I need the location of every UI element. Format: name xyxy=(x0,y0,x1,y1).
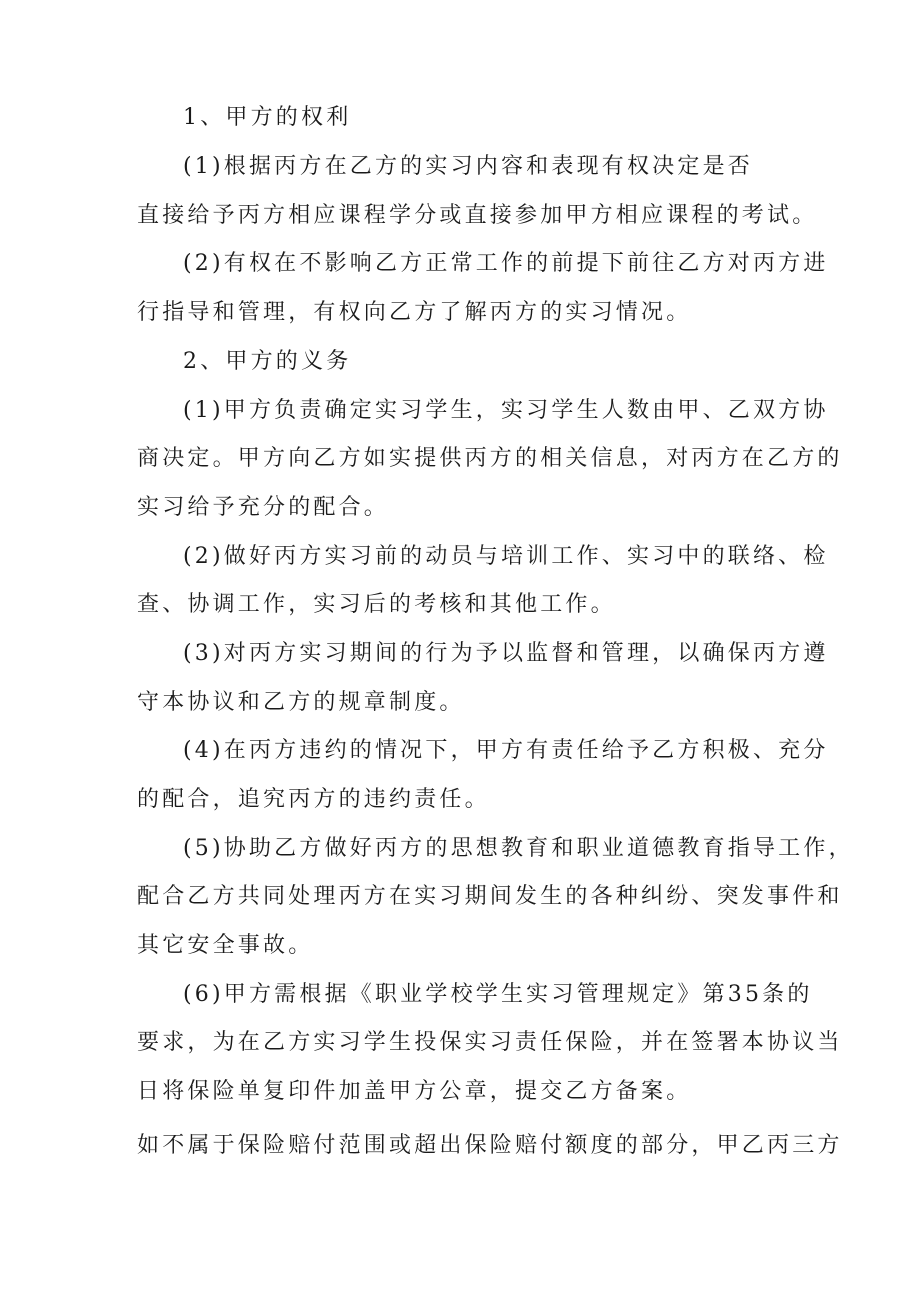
paragraph-line: (3)对丙方实习期间的行为予以监督和管理，以确保丙方遵 xyxy=(183,641,829,666)
paragraph-line: 其它安全事故。 xyxy=(137,933,314,958)
paragraph-line: 配合乙方共同处理丙方在实习期间发生的各种纠纷、突发事件和 xyxy=(137,884,843,909)
paragraph-line: (6)甲方需根据《职业学校学生实习管理规定》第35条的 xyxy=(183,982,813,1007)
paragraph-line: (5)协助乙方做好丙方的思想教育和职业道德教育指导工作， xyxy=(183,836,854,861)
paragraph-line: 商决定。甲方向乙方如实提供丙方的相关信息，对丙方在乙方的 xyxy=(137,446,843,471)
section-heading-obligations: 2、甲方的义务 xyxy=(183,349,352,374)
paragraph-line: 实习给予充分的配合。 xyxy=(137,495,390,520)
paragraph-line: (2)有权在不影响乙方正常工作的前提下前往乙方对丙方进 xyxy=(183,251,829,276)
paragraph-line: (2)做好丙方实习前的动员与培训工作、实习中的联络、检 xyxy=(183,544,829,569)
paragraph-line: (1)甲方负责确定实习学生，实习学生人数由甲、乙双方协 xyxy=(183,398,829,423)
paragraph-line: 如不属于保险赔付范围或超出保险赔付额度的部分，甲乙丙三方 xyxy=(137,1133,843,1158)
paragraph-line: 的配合，追究丙方的违约责任。 xyxy=(137,787,490,812)
paragraph-line: 直接给予丙方相应课程学分或直接参加甲方相应课程的考试。 xyxy=(137,203,818,228)
paragraph-line: 守本协议和乙方的规章制度。 xyxy=(137,690,465,715)
section-heading-rights: 1、甲方的权利 xyxy=(183,105,352,130)
paragraph-line: 要求，为在乙方实习学生投保实习责任保险，并在签署本协议当 xyxy=(137,1030,843,1055)
paragraph-line: 行指导和管理，有权向乙方了解丙方的实习情况。 xyxy=(137,300,692,325)
paragraph-line: (1)根据丙方在乙方的实习内容和表现有权决定是否 xyxy=(183,154,753,179)
paragraph-line: (4)在丙方违约的情况下，甲方有责任给予乙方积极、充分 xyxy=(183,738,829,763)
paragraph-line: 日将保险单复印件加盖甲方公章，提交乙方备案。 xyxy=(137,1079,692,1104)
paragraph-line: 查、协调工作，实习后的考核和其他工作。 xyxy=(137,592,616,617)
